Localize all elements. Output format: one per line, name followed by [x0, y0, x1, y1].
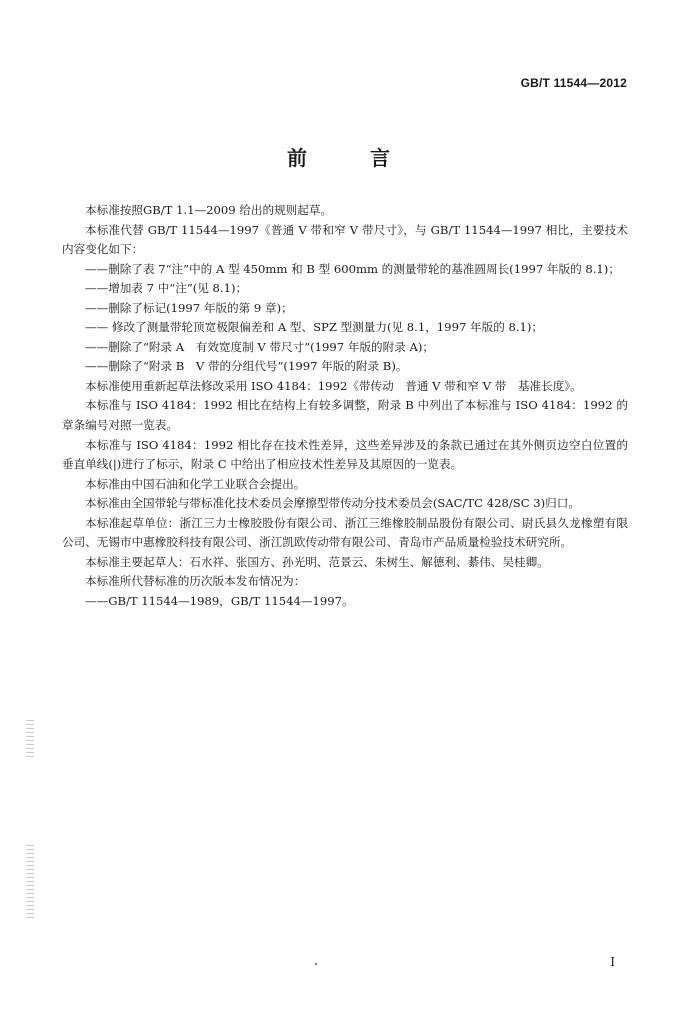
paragraph: 本标准代替 GB/T 11544—1997《普通 V 带和窄 V 带尺寸》，与 GB/T 11544—1997 相比，主要技术内容变化如下：: [62, 222, 628, 257]
page-title: 前 言: [287, 146, 418, 170]
scan-dot: [315, 963, 317, 965]
change-list-item: —— 修改了测量带轮顶宽极限偏差和 A 型、SPZ 型测量力(见 8.1，1997 年版的 8.1)；: [85, 320, 544, 335]
paragraph: 本标准使用重新起草法修改采用 ISO 4184：1992《带传动 普通 V 带和窄 V 带 基准长度》。: [85, 378, 582, 393]
paragraph: 本标准与 ISO 4184：1992 相比存在技术性差异，这些差异涉及的条款已通过在其外侧页边空白位置的垂直单线(|)进行了标示，附录 C 中给出了相应技术性差异及其原因的一览表。: [62, 437, 628, 472]
paragraph: 本标准起草单位：浙江三力士橡胶股份有限公司、浙江三维橡胶制品股份有限公司、尉氏县久龙橡塑有限公司、无锡市中惠橡胶科技有限公司、浙江凯欧传动带有限公司、青岛市产品质量检验技术研究所。: [62, 515, 628, 550]
paragraph: 本标准按照GB/T 1.1—2009 给出的规则起草。: [85, 203, 333, 217]
change-list-item: ——删除了表 7“注”中的 A 型 450mm 和 B 型 600mm 的测量带轮的基准圆周长(1997 年版的 8.1)；: [85, 261, 620, 276]
change-list-item: ——删除了“附录 B V 带的分组代号”(1997 年版的附录 B)。: [85, 359, 408, 374]
paragraph: 本标准由中国石油和化学工业联合会提出。: [85, 476, 306, 491]
paragraph: 本标准由全国带轮与带标准化技术委员会摩擦型带传动分技术委员会(SAC/TC 428/SC 3)归口。: [85, 496, 580, 511]
scan-artifact: [26, 720, 34, 760]
scan-artifact: [26, 845, 34, 920]
paragraph: 本标准主要起草人：石水祥、张国方、孙光明、范景云、朱树生、解德利、綦伟、吴桂卿。: [85, 554, 549, 569]
page-number: I: [610, 955, 615, 969]
paragraph: 本标准所代替标准的历次版本发布情况为：: [85, 574, 306, 589]
version-history-item: ——GB/T 11544—1989，GB/T 11544—1997。: [85, 593, 354, 608]
foreword-body: [62, 201, 628, 611]
change-list-item: ——增加表 7 中“注”(见 8.1)；: [85, 281, 248, 296]
paragraph: 本标准与 ISO 4184：1992 相比在结构上有较多调整，附录 B 中列出了本标准与 ISO 4184：1992 的章条编号对照一览表。: [62, 398, 628, 433]
change-list-item: ——删除了“附录 A 有效宽度制 V 带尺寸”(1997 年版的附录 A)；: [85, 339, 435, 354]
change-list-item: ——删除了标记(1997 年版的第 9 章)；: [85, 300, 293, 315]
standard-code: GB/T 11544—2012: [520, 76, 627, 90]
